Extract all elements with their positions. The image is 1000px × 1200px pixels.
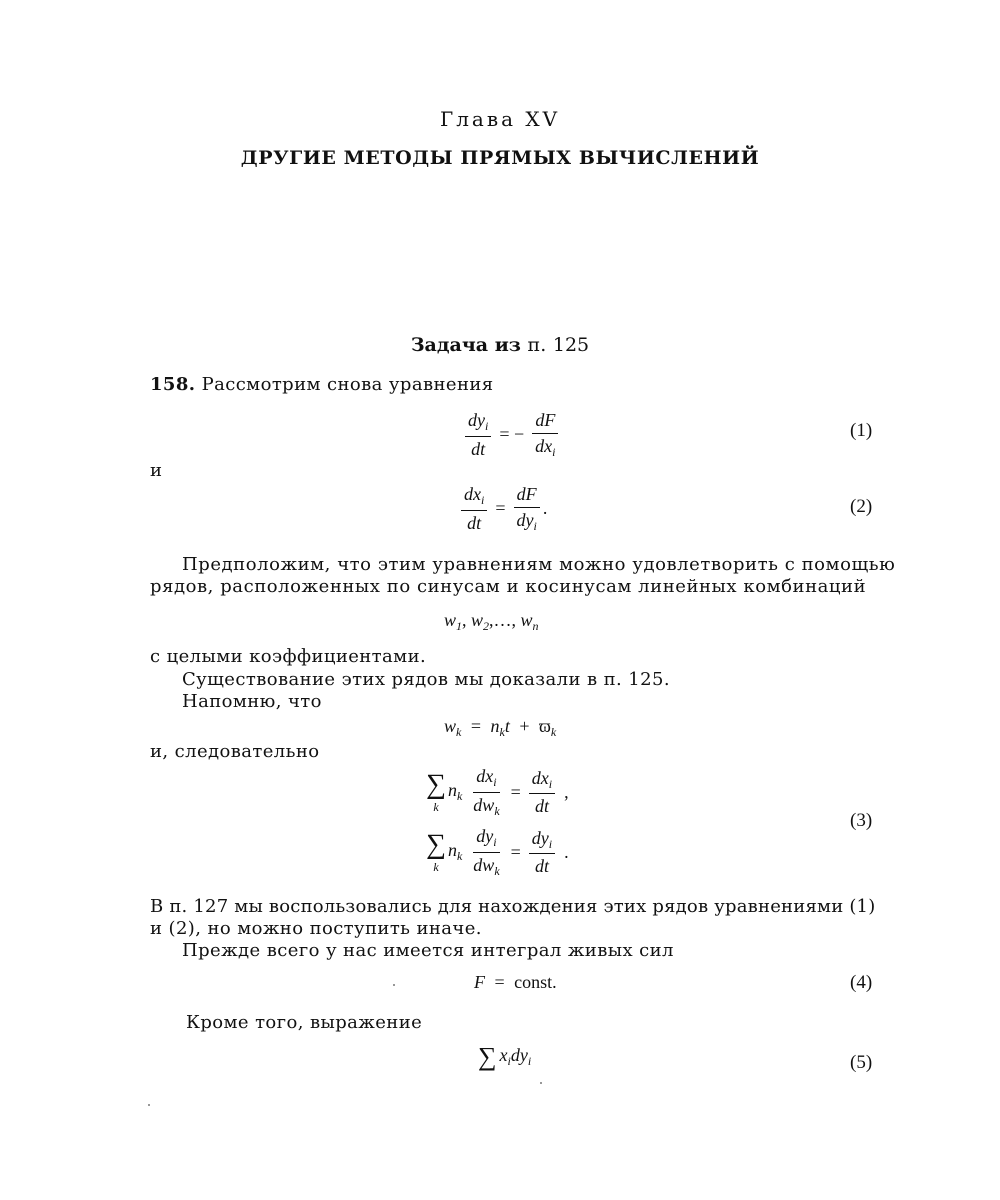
scan-speck <box>393 984 395 986</box>
text-line: и, следовательно <box>150 741 320 762</box>
equation-1 <box>462 410 562 459</box>
equation-number-5: (5) <box>850 1052 873 1073</box>
text-line: Предположим, что этим уравнениям можно удовлетворить с помощью <box>182 554 896 575</box>
section-word-task: Задача <box>410 334 489 356</box>
sum-symbol: ∑ <box>478 1042 497 1071</box>
scan-speck <box>148 1104 150 1106</box>
text-line: Прежде всего у нас имеется интеграл живых сил <box>182 940 674 961</box>
section-heading <box>0 334 1000 356</box>
section-word-from: из <box>494 334 521 356</box>
fraction: $\frac{dF}{dy_i}$ <box>514 484 540 533</box>
text-line: В п. 127 мы воспользовались для нахождения этих рядов уравнениями (1) <box>150 896 876 917</box>
fraction: $\frac{dx_i}{dt}$ <box>529 768 555 817</box>
text-line: с целыми коэффициентами. <box>150 646 427 667</box>
chapter-title: ДРУГИЕ МЕТОДЫ ПРЯМЫХ ВЫЧИСЛЕНИЙ <box>240 147 760 169</box>
conjunction-and: и <box>150 460 163 481</box>
sum-symbol: ∑ k <box>426 829 446 875</box>
text-line: Кроме того, выражение <box>186 1012 423 1033</box>
fraction: $\frac{dy_i}{dw_k}$ <box>473 826 500 878</box>
fraction: $\frac{dy_i}{dt}$ <box>529 828 555 877</box>
fraction: $\frac{dy_i}{dt}$ <box>465 410 491 459</box>
chapter-heading: Глава XV <box>439 107 561 131</box>
combination-list: $w_1$, $w_2,\dots$, $w_n$ <box>444 610 539 633</box>
equation-number-3: (3) <box>850 810 873 831</box>
paragraph-number: 158. <box>150 374 196 395</box>
text-line: Существование этих рядов мы доказали в п. 125. <box>182 669 670 690</box>
equation-4: F = const. <box>474 972 557 992</box>
equation-number-2: (2) <box>850 496 873 517</box>
paragraph-text: Рассмотрим снова уравнения <box>201 374 494 395</box>
operator: = <box>495 498 506 519</box>
text-line: рядов, расположенных по синусам и косинусам линейных комбинаций <box>150 576 867 597</box>
fraction: $\frac{dF}{dx_i}$ <box>532 410 558 459</box>
sum-symbol: ∑ k <box>426 769 446 815</box>
paragraph-158 <box>150 374 494 395</box>
scan-speck <box>540 1082 542 1084</box>
equation-2: $\frac{dx_i}{dt}$ = $\frac{dF}{dy_i}$ . <box>458 484 547 533</box>
operator: = − <box>499 424 525 445</box>
fraction: $\frac{dx_i}{dt}$ <box>461 484 487 533</box>
fraction: $\frac{dx_i}{dw_k}$ <box>473 766 500 818</box>
section-number: 125 <box>552 334 590 356</box>
equation-wk: $w_k = n_kt + ϖ_k$ <box>444 716 557 739</box>
equation-3a: ∑ k $n_k$ $\frac{dx_i}{dw_k}$ = $\frac{dx_i}{dt}$ , <box>426 766 569 818</box>
equation-number-4: (4) <box>850 972 873 993</box>
text-line: Напомню, что <box>182 691 322 712</box>
equation-5: ∑ $x_idy_i$ <box>478 1042 532 1071</box>
equation-3b: ∑ k $n_k$ $\frac{dy_i}{dw_k}$ = $\frac{dy_i}{dt}$ . <box>426 826 569 878</box>
equation-number-1: (1) <box>850 420 873 441</box>
text-line: и (2), но можно поступить иначе. <box>150 918 482 939</box>
section-word-paragraph: п. <box>527 334 547 356</box>
